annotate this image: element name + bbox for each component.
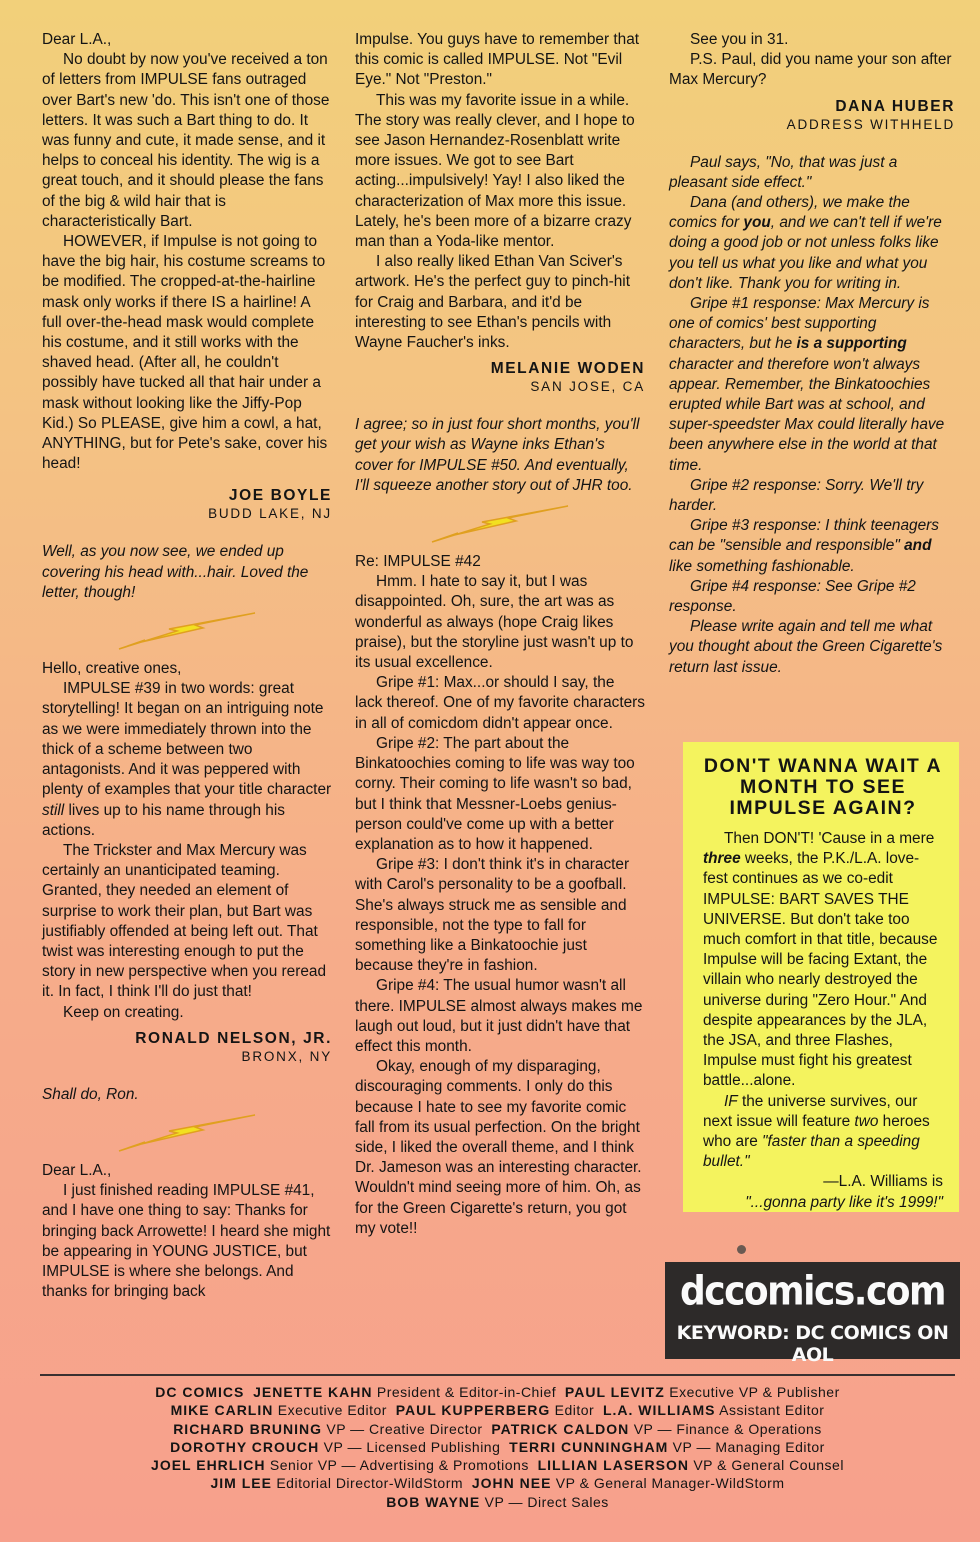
letter-paragraph: Gripe #3: I don't think it's in character with Carol's personality to be a goofball. She's always struck me as sensible and responsible, not the type to fall for something like a Binkatoochie just because they're in fashion.	[355, 856, 630, 975]
editor-reply: I agree; so in just four short months, you'll get your wish as Wayne inks Ethan's cover for IMPULSE #50. And eventually, I'll squeeze another story out of JHR too.	[355, 416, 640, 494]
letter-salutation: Dear L.A.,	[42, 1161, 112, 1179]
writer-location: BRONX, NY	[241, 1048, 332, 1064]
editor-reply	[669, 153, 955, 678]
reply-paragraph: Gripe #3 response: I think teenagers can be "sensible and responsible" and like something fashionable.	[669, 517, 939, 575]
letter-signature	[355, 359, 645, 395]
credits-line: DOROTHY CROUCH VP — Licensed Publishing TERRI CUNNINGHAM VP — Managing Editor	[170, 1438, 825, 1455]
editor-reply: Well, as you now see, we ended up covering his head with...hair. Loved the letter, though!	[42, 543, 309, 601]
column-3	[669, 30, 955, 678]
letter-salutation: Hello, creative ones,	[42, 660, 182, 678]
next-issue-promo-box	[683, 742, 959, 1212]
lightning-bolt-icon	[420, 502, 580, 544]
promo-paragraph: Then DON'T! 'Cause in a mere three weeks, the P.K./L.A. love-fest continues as we co-edit IMPULSE: BART SAVES THE UNIVERSE. But don't take too much comfort in that title, because Impulse will be facing Extant, the villain who nearly destroyed the universe during "Zero Hour." And despite appearances by the JLA, the JSA, and three Flashes, Impulse must fight his greatest battle...alone.	[703, 830, 938, 1090]
promo-signature: —L.A. Williams is	[823, 1173, 943, 1191]
letter-paragraph: Okay, enough of my disparaging, discouraging comments. I only do this because I hate to see my favorite comic fall from its usual perfection. On the bright side, I liked the overall theme, and I think Dr. Jameson was an interesting character. Wouldn't mind seeing more of him. Oh, as for the Green Cigarette's return, you got my vote!!	[355, 1058, 642, 1237]
reply-paragraph: Dana (and others), we make the comics for you, and we can't tell if we're doing a good job or not unless folks like you tell us what you like and what you don't like. Thank you for writing in.	[669, 194, 942, 292]
writer-name: DANA HUBER	[835, 97, 955, 115]
credits-line: JIM LEE Editorial Director-WildStorm JOHN NEE VP & General Manager-WildStorm	[210, 1475, 785, 1492]
divider	[40, 1374, 955, 1376]
letter-paragraph: IMPULSE #39 in two words: great storytelling! It began on an intriguing note as we were immediately thrown into the thick of a scheme between two antagonists. And it was peppered with plenty of examples that your title character still lives up to his name through his actions.	[42, 680, 332, 839]
letter-paragraph: I also really liked Ethan Van Sciver's artwork. He's the perfect guy to pinch-hit for Craig and Barbara, and it'd be interesting to see Ethan's pencils with Wayne Faucher's inks.	[355, 253, 630, 352]
letter-paragraph: Gripe #4: The usual humor wasn't all there. IMPULSE almost always makes me laugh out loud, but it just didn't have that effect this month.	[355, 977, 643, 1055]
reply-paragraph: Gripe #1 response: Max Mercury is one of comics' best supporting characters, but he is a supporting character and therefore won't always appear. Remember, the Binkatoochies erupted while Bart was at school, and super-speedster Max could literally have been anywhere else in the world at that time.	[669, 295, 945, 474]
letter-paragraph: I just finished reading IMPULSE #41, and I have one thing to say: Thanks for bringing back Arrowette! I heard she might be appearing in YOUNG JUSTICE, but IMPULSE is where she belongs. And thanks for bringing back	[42, 1182, 331, 1301]
writer-location: BUDD LAKE, NJ	[208, 506, 332, 522]
letter-signature	[669, 97, 955, 133]
letter-paragraph: P.S. Paul, did you name your son after Max Mercury?	[669, 51, 952, 89]
letter-paragraph: See you in 31.	[690, 31, 789, 48]
letter-paragraph: Gripe #2: The part about the Binkatoochies coming to life was way too corny. Their coming to life wasn't so bad, but I think that Messner-Loebs genius-person could've come up with a better explanation as to how it happened.	[355, 734, 635, 853]
aol-keyword: KEYWORD: DC COMICS ON AOL	[676, 1322, 949, 1366]
letter-paragraph: The Trickster and Max Mercury was certainly an unanticipated teaming. Granted, they needed an element of surprise to work their plan, but Bart was justifiably offended at being left out. That twist was interesting enough to put the story in new perspective when you reread it. In fact, I think I'll do just that!	[42, 841, 327, 1001]
reply-paragraph: Paul says, "No, that was just a pleasant side effect."	[669, 153, 898, 191]
lightning-bolt-icon	[107, 1111, 267, 1153]
letter-paragraph: HOWEVER, if Impulse is not going to have the big hair, his costume screams to be modified. The cropped-at-the-hairline mask only works if there IS a hairline! A full over-the-head mask would complete his costume, and it still works with the shaved head. (After all, he couldn't possibly have tucked all that hair under a mask without looking like the Jiffy-Pop Kid.) So PLEASE, give him a cowl, a hat, ANYTHING, but for Pete's sake, cover his head!	[42, 233, 328, 473]
editor-reply: Shall do, Ron.	[42, 1085, 139, 1103]
writer-location: ADDRESS WITHHELD	[786, 116, 955, 132]
reply-paragraph: Please write again and tell me what you thought about the Green Cigarette's return last issue.	[669, 618, 943, 676]
column-1	[42, 30, 332, 1302]
reply-paragraph: Gripe #4 response: See Gripe #2 response.	[669, 577, 916, 616]
letter-paragraph: This was my favorite issue in a while. The story was really clever, and I hope to see Jason Hernandez-Rosenblatt write more issues. We got to see Bart acting...impulsively! Yay! I also liked the characterization of Max more this issue. Lately, he's been more of a bizarre crazy man than a Yoda-like mentor.	[355, 91, 635, 251]
letter-paragraph: Keep on creating.	[63, 1003, 184, 1021]
writer-location: SAN JOSE, CA	[530, 379, 645, 395]
writer-name: JOE BOYLE	[228, 487, 332, 505]
credits-line: MIKE CARLIN Executive Editor PAUL KUPPERBERG Editor L.A. WILLIAMS Assistant Editor	[170, 1402, 825, 1419]
lightning-bolt-icon	[107, 609, 267, 651]
promo-signature-tagline: "...gonna party like it's 1999!"	[745, 1193, 943, 1211]
letter-salutation: Dear L.A.,	[42, 31, 112, 48]
letter-signature	[42, 486, 332, 522]
letter-paragraph: Impulse. You guys have to remember that this comic is called IMPULSE. Not "Evil Eye." Not "Preston."	[355, 31, 640, 89]
letter-heading: Re: IMPULSE #42	[355, 553, 481, 571]
writer-name: MELANIE WODEN	[490, 360, 645, 378]
website-url: dccomics.com	[679, 1268, 946, 1315]
writer-name: RONALD NELSON, JR.	[135, 1029, 332, 1047]
staff-credits	[40, 1383, 955, 1511]
credits-line: JOEL EHRLICH Senior VP — Advertising & Promotions LILLIAN LASERSON VP & General Counsel	[151, 1457, 844, 1474]
reply-paragraph: Gripe #2 response: Sorry. We'll try harder.	[669, 476, 924, 515]
letter-paragraph: Hmm. I hate to say it, but I was disappointed. Oh, sure, the art was as wonderful as always (hope Craig likes praise), but the storyline just wasn't up to its usual excellence.	[355, 573, 634, 672]
credits-line: RICHARD BRUNING VP — Creative Director PATRICK CALDON VP — Finance & Operations	[173, 1420, 822, 1437]
promo-title: DON'T WANNA WAIT A MONTH TO SEE IMPULSE AGAIN?	[703, 755, 943, 819]
credits-line: DC COMICS JENETTE KAHN President & Editor-in-Chief PAUL LEVITZ Executive VP & Publisher	[155, 1384, 840, 1400]
decorative-dot	[737, 1245, 746, 1254]
promo-paragraph: IF the universe survives, our next issue will feature two heroes who are "faster than a speeding bullet."	[703, 1092, 930, 1171]
dc-comics-website-box	[665, 1262, 960, 1366]
letter-paragraph: No doubt by now you've received a ton of letters from IMPULSE fans outraged over Bart's new 'do. This isn't one of those letters. It was such a Bart thing to do. It was funny and cute, it made sense, and it helps to conceal his identity. The wig is a great touch, and it should please the fans of the big & wild hair that is characteristically Bart.	[42, 51, 330, 230]
column-2	[355, 30, 645, 1239]
letter-signature	[42, 1029, 332, 1065]
letter-paragraph: Gripe #1: Max...or should I say, the lack thereof. One of my favorite characters in all of comicdom didn't appear once.	[355, 674, 645, 732]
credits-line: BOB WAYNE VP — Direct Sales	[386, 1493, 609, 1510]
